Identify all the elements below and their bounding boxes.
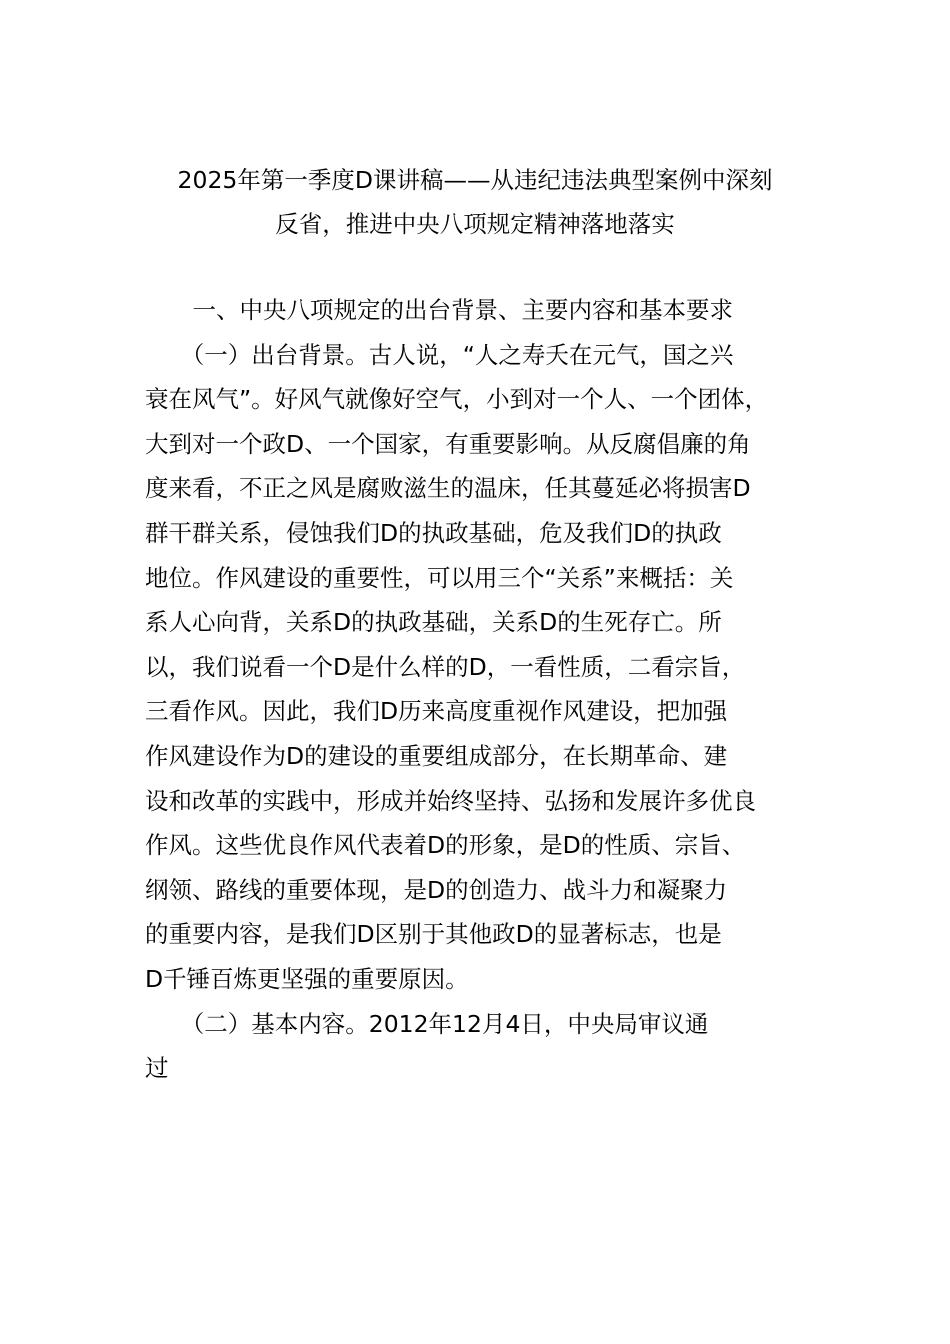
paragraph-line: 地位。作风建设的重要性，可以用三个“关系”来概括：关 — [145, 563, 734, 592]
paragraph-line: 大到对一个政D、一个国家，有重要影响。从反腐倡廉的角 — [145, 429, 751, 458]
paragraph-line: 作风建设作为D的建设的重要组成部分，在长期革命、建 — [145, 741, 728, 770]
document-body — [145, 288, 825, 1091]
paragraph-line: 过 — [145, 1054, 169, 1083]
paragraph-line: 三看作风。因此，我们D历来高度重视作风建设，把加强 — [145, 697, 728, 726]
paragraph-line: 的重要内容，是我们D区别于其他政D的显著标志，也是 — [145, 920, 722, 949]
paragraph-line: 衰在风气”。好风气就像好空气，小到对一个人、一个团体， — [145, 385, 769, 414]
document-title — [0, 158, 950, 246]
paragraph-line: 以，我们说看一个D是什么样的D，一看性质，二看宗旨， — [145, 652, 746, 681]
section-heading: 一、中央八项规定的出台背景、主要内容和基本要求 — [169, 296, 733, 324]
paragraph-line: 群干群关系，侵蚀我们D的执政基础，危及我们D的执政 — [145, 518, 722, 547]
paragraph-line: 系人心向背，关系D的执政基础，关系D的生死存亡。所 — [145, 608, 722, 637]
paragraph-line: 纲领、路线的重要体现，是D的创造力、战斗力和凝聚力 — [145, 875, 728, 904]
paragraph-line: 设和改革的实践中，形成并始终坚持、弘扬和发展许多优良 — [145, 786, 756, 815]
title-line: 反省，推进中央八项规定精神落地落实 — [275, 210, 675, 238]
paragraph-line: （二）基本内容。2012年12月4日，中央局审议通 — [169, 1009, 709, 1038]
paragraph-line: 度来看，不正之风是腐败滋生的温床，任其蔓延必将损害D — [145, 474, 751, 503]
paragraph-line: D千锤百炼更坚强的重要原因。 — [145, 964, 469, 993]
paragraph-line: 作风。这些优良作风代表着D的形象，是D的性质、宗旨、 — [145, 831, 746, 860]
title-line: 2025年第一季度D课讲稿——从违纪违法典型案例中深刻 — [177, 166, 773, 194]
paragraph-line: （一）出台背景。古人说，“人之寿夭在元气，国之兴 — [169, 340, 734, 369]
